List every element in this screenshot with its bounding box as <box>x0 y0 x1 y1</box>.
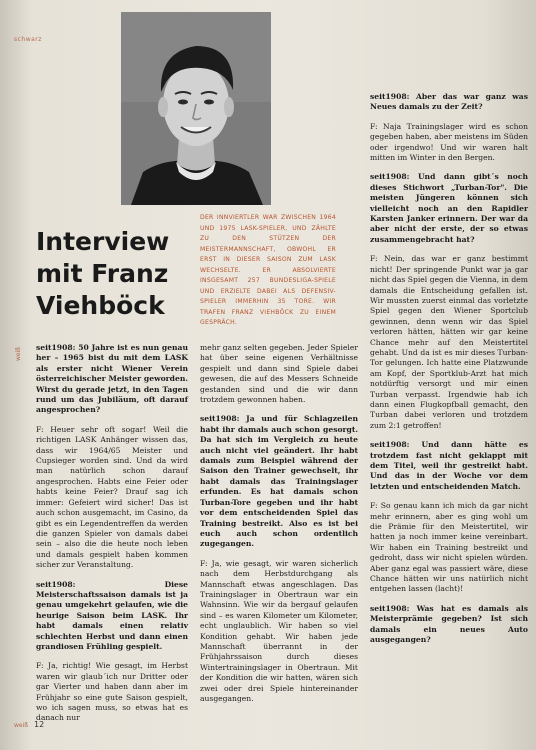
title-line-3: Viehböck <box>36 291 165 320</box>
question-5: seit1908: Und dann gibt´s noch dieses Stichwort „Turban-Tor". Die meisten Jüngeren können sich vielleicht noch an den Rapidler Karsten Janker erinnern. Der war da aber nicht der erste, der so etwas zusammengebracht hat? <box>370 172 528 244</box>
question-1: seit1908: 50 Jahre ist es nun genau her – 1965 bist du mit dem LASK als erster nicht Wiener Verein österreichischer Meister geworden. Wirst du gerade jetzt, in den Tagen rund um das Jubiläum, oft darauf angesprochen? <box>36 343 188 415</box>
answer-5: F: Nein, das war er ganz bestimmt nicht! Der springende Punkt war ja gar nicht das Spiel gegen die Vienna, in dem damals die Entscheidung gefallen ist. Wir mussten zuerst einmal das vorletzte Spiel gegen den Wiener Sportclub gewinnen, denn wenn wir das Spiel verloren hätten, hätten wir gar keine Chance mehr auf den Meistertitel gehabt. Und da ist es mir dieses Turban-Tor gelungen. Ich hatte eine Platzwunde am Kopf, der Sportklub-Arzt hat mich notdürftig versorgt und mir einen Turban verpasst. Irgendwie hab ich dann einen Flugkopfball gemacht, den Turban dabei verloren und trotzdem zum 2:1 getroffen! <box>370 254 528 430</box>
answer-6: F: So genau kann ich mich da gar nicht mehr erinnern, aber es ging wohl um die Prämie für den Meistertitel, wir hatten ja noch immer keine vereinbart. Wir haben ein Training bestreikt und gedroht, dass wir nicht spielen würden. Aber ganz egal was passiert wäre, diese Chance hätten wir uns natürlich nicht entgehen lassen (lacht)! <box>370 501 528 594</box>
answer-2: F: Ja, richtig! Wie gesagt, im Herbst waren wir glaub´ich nur Dritter oder gar Vierter und haben dann aber im Frühjahr so eine gute Saison gespielt, wo ich sagen muss, so etwas hat es danach nur <box>36 661 188 723</box>
photo-caption: DER INNVIERTLER WAR ZWISCHEN 1964 UND 1975 LASK-SPIELER, UND ZÄHLTE ZU DEN STÜTZEN DER MEISTERMANNSCHAFT, OBWOHL ER ERST IN DIESER SAISON ZUM LASK WECHSELTE. ER ABSOLVIERTE INSGESAMT 257 BUNDESLIGA-SPIELE UND ERZIELTE DABEI ALS DEFENSIV-SPIELER IMMERHIN 35 TORE. WIR TRAFEN FRANZ VIEHBÖCK ZU EINEM GESPRÄCH. <box>200 214 336 326</box>
title-line-2: mit Franz <box>36 259 169 288</box>
page-number: 12 <box>34 720 45 729</box>
question-6: seit1908: Und dann hätte es trotzdem fast nicht geklappt mit dem Titel, weil ihr gestreikt habt. Und das in der Woche vor dem letzten und entscheidenden Match. <box>370 440 528 491</box>
side-note: weiß <box>15 347 22 362</box>
title-line-1: Interview <box>36 227 170 256</box>
footer-tag: weiß <box>14 722 29 729</box>
portrait-illustration <box>121 12 271 205</box>
text-column-3 <box>370 92 528 655</box>
answer-3: F: Ja, wie gesagt, wir waren sicherlich nach dem Herbstdurchgang als Mannschaft etwas angeschlagen. Das Trainingslager in Obertraun war ein Wahnsinn. Wie wir da bergauf gelaufen sind – es waren Kilometer um Kilometer, echt unglaublich. Wir haben so viel Kondition gehabt. Wir haben jede Mannschaft überrannt in der Frühjahrssaison durch dieses Wintertrainingslager in Obertraun. Mit der Kondition die wir hatten, wären sich zwei oder drei Spiele hintereinander ausgegangen. <box>200 558 358 703</box>
question-4: seit1908: Aber das war ganz was Neues damals zu der Zeit? <box>370 92 528 112</box>
answer-1: F: Heuer sehr oft sogar! Weil die richtigen LASK Anhänger wissen das, dass wir 1964/65 Meister und Cupsieger worden sind. Und da wird man natürlich schon darauf angesprochen. Habts eine Feier oder habts keine Feier? Drauf sag ich immer: Gefeiert wird sicher! Das ist auch schon ausgemacht, im Casino, da gibt es ein Legendentreffen da werden die ganzen Spieler von damals dabei sein – also die die heute noch leben und damals gespielt haben kommen sicher zur Veranstaltung. <box>36 424 188 570</box>
question-3: seit1908: Ja und für Schlagzeilen habt ihr damals auch schon gesorgt. Da hat sich im Vergleich zu heute auch nicht viel geändert. Ihr habt damals zum Beispiel während der Saison den Trainer gewechselt, ihr habt damals das Trainingslager erfunden. Es hat damals schon Turban-Tore gegeben und ihr habt vor dem entscheidenden Spiel das Training bestreikt. Also es ist bei euch auch schon ordentlich zugegangen. <box>200 414 358 549</box>
portrait-photo <box>121 12 271 205</box>
text-column-1 <box>36 343 188 733</box>
question-2: seit1908: Diese Meisterschaftssaison damals ist ja genau umgekehrt gelaufen, wie die heurige Saison beim LASK. Ihr habt damals einen relativ schlechten Herbst und dann einen grandiosen Frühling gespielt. <box>36 579 188 651</box>
text-column-2 <box>200 343 358 713</box>
article-title <box>36 226 216 322</box>
question-7: seit1908: Was hat es damals als Meisterprämie gegeben? Ist sich damals ein neues Auto ausgegangen? <box>370 603 528 645</box>
answer-4: F: Naja Trainingslager wird es schon gegeben haben, aber meistens im Süden oder irgendwo! Und wir waren halt mitten im Winter in den Bergen. <box>370 121 528 163</box>
answer-2-continued: mehr ganz selten gegeben. Jeder Spieler hat über seine eigenen Verhältnisse gespielt und dann sind Spiele dabei gewesen, die auf des Messers Schneide gestanden sind und die wir dann trotzdem gewonnen haben. <box>200 343 358 405</box>
section-tag: schwarz <box>14 36 42 43</box>
